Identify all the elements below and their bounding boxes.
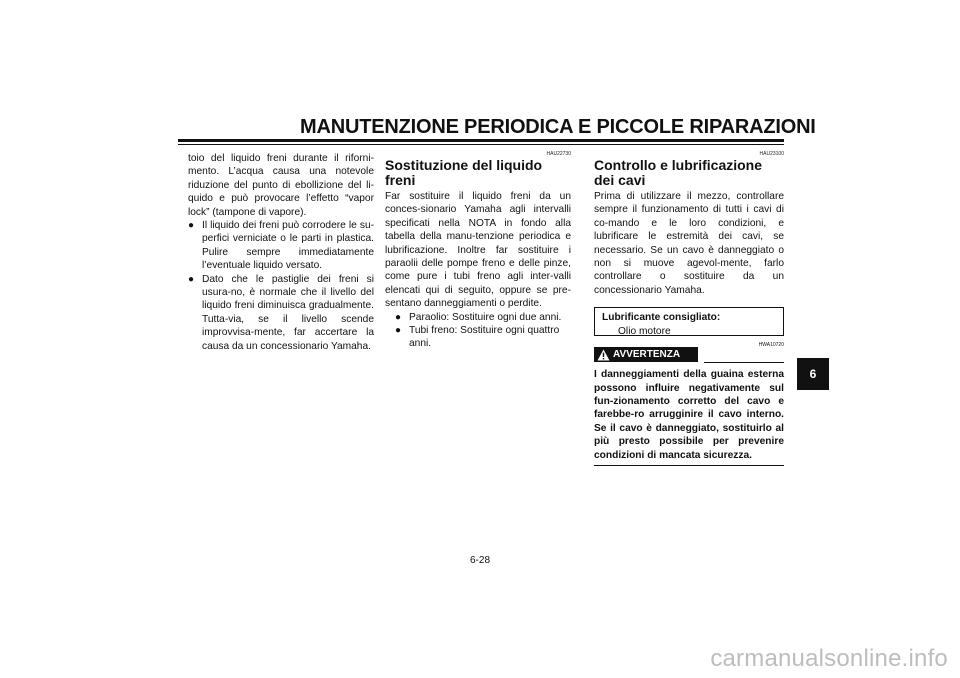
list-item-text: Paraolio: Sostituire ogni due anni.: [409, 311, 562, 323]
section-body: Prima di utilizzare il mezzo, controllare sempre il funzionamento di tutti i cavi di co-mando e le loro condizioni, e lubrificare le estremità dei cavi, se necessario. Se un cavo è danneggiato o non si muove agevol-mente, farlo controllare o sostituire da un concessionario Yamaha.: [594, 191, 784, 296]
bullet-icon: ●: [395, 311, 402, 323]
column-middle: [385, 150, 571, 351]
list-item: [385, 311, 571, 324]
list-item: [188, 219, 374, 273]
warning-label: AVVERTENZA: [613, 349, 681, 361]
list-item-text: Il liquido dei freni può corrodere le su-perfici verniciate o le parti in plastica. Pulire sempre immediatamente l’eventuale liquido versato.: [202, 220, 374, 272]
section-ref-code: HAU23100: [759, 151, 784, 157]
list-item-text: Tubi freno: Sostituire ogni quattro anni.: [409, 325, 560, 350]
bullet-icon: ●: [188, 220, 195, 232]
warning-triangle-icon: [597, 349, 610, 361]
header-rule-thick: [178, 139, 784, 142]
warning-text: I danneggiamenti della guaina esterna possono influire negativamente sul fun-zionamento corretto del cavo e farebbe-ro arrugginire il cavo interno. Se il cavo è danneggiato, sostituirlo al più presto possibile per prevenire condizioni di mancata sicurezza.: [594, 369, 784, 461]
list-item-text: Dato che le pastiglie dei freni si usura-no, è normale che il livello del liquido freni diminuisca gradualmente. Tutta-via, se il livello scende improvvisa-mente, far accertare la causa da un concessionario Yamaha.: [202, 273, 374, 352]
bullet-list-brake-fluid: [188, 219, 374, 353]
section-ref-code: HAU22730: [546, 151, 571, 157]
bullet-icon: ●: [395, 325, 402, 337]
bullet-icon: ●: [188, 273, 195, 285]
bullet-list-replacement: [385, 311, 571, 351]
continued-paragraph: toio del liquido freni durante il riforni-mento. L’acqua causa una notevole riduzione del punto di ebollizione del li-quido e può provocare l’effetto “vapor lock” (tampone di vapore).: [188, 153, 374, 218]
recommended-lubricant-box: [594, 307, 784, 336]
column-left: [188, 152, 374, 353]
chapter-tab: 6: [797, 358, 829, 390]
section-title: Controllo e lubrificazione dei cavi: [594, 157, 763, 188]
chapter-title: MANUTENZIONE PERIODICA E PICCOLE RIPARAZIONI: [300, 116, 816, 138]
list-item: [188, 273, 374, 353]
spec-box-title: Lubrificante consigliato:: [602, 312, 721, 324]
warning-rule: [704, 362, 784, 363]
warning-header: [594, 347, 784, 365]
column-right: [594, 150, 784, 466]
warning-ref-code: HWA10720: [758, 342, 784, 349]
warning-badge: [594, 347, 698, 362]
section-title: Sostituzione del liquido freni: [385, 157, 543, 188]
section-body: Far sostituire il liquido freni da un conces-sionario Yamaha agli intervalli specificati nella NOTA in fondo alla tabella della manu-tenzione periodica e lubrificazione. Inoltre far sostituire i paraolii delle pompe freno e delle pinze, come pure i tubi freno agli inter-valli elencati qui di seguito, oppure se pre-sentano danneggiamenti o perdite.: [385, 191, 571, 310]
warning-bottom-rule: [594, 465, 784, 466]
spec-box-value: Olio motore: [618, 325, 671, 337]
list-item: [385, 324, 571, 351]
page-number: 6-28: [469, 555, 490, 566]
header-rule-thin: [178, 144, 784, 145]
watermark: carmanualsonline.info: [710, 645, 948, 672]
